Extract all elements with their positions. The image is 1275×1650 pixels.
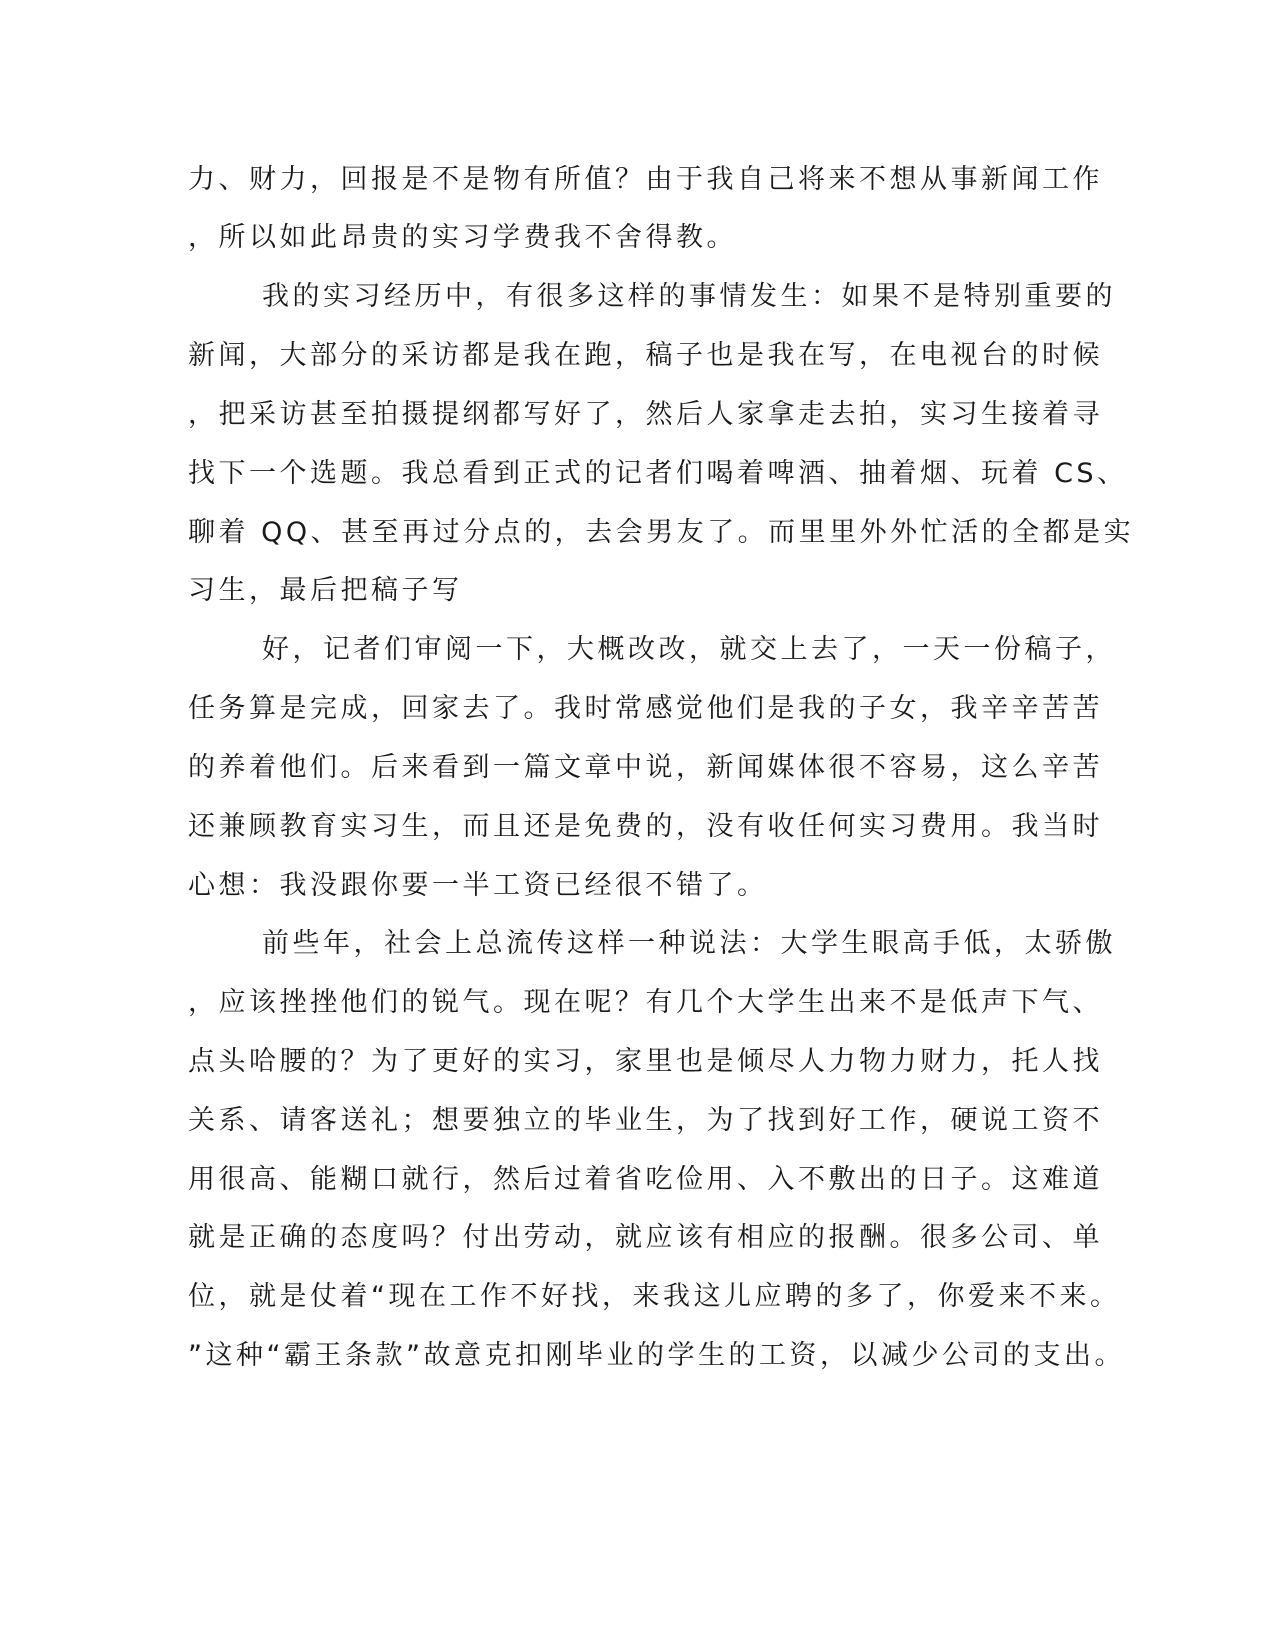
paragraph-start-line: 我的实习经历中，有很多这样的事情发生：如果不是特别重要的 bbox=[262, 281, 1116, 312]
paragraph-start-line: 前些年，社会上总流传这样一种说法：大学生眼高手低，太骄傲 bbox=[262, 928, 1116, 959]
text-line: 就是正确的态度吗？付出劳动，就应该有相应的报酬。很多公司、单 bbox=[188, 1222, 1103, 1253]
text-line: 找下一个选题。我总看到正式的记者们喝着啤酒、抽着烟、玩着 CS、 bbox=[188, 458, 1128, 489]
text-line: 用很高、能糊口就行，然后过着省吃俭用、入不敷出的日子。这难道 bbox=[188, 1164, 1103, 1195]
text-line: 还兼顾教育实习生，而且还是免费的，没有收任何实习费用。我当时 bbox=[188, 811, 1103, 842]
text-line: 的养着他们。后来看到一篇文章中说，新闻媒体很不容易，这么辛苦 bbox=[188, 752, 1103, 783]
text-line: 位，就是仗着“现在工作不好找，来我这儿应聘的多了，你爱来不来。 bbox=[188, 1281, 1121, 1312]
text-line: ，应该挫挫他们的锐气。现在呢？有几个大学生出来不是低声下气、 bbox=[188, 987, 1103, 1018]
paragraph-start-line: 好，记者们审阅一下，大概改改，就交上去了，一天一份稿子， bbox=[262, 634, 1116, 665]
text-line: 心想：我没跟你要一半工资已经很不错了。 bbox=[188, 870, 768, 901]
text-line: 聊着 QQ、甚至再过分点的，去会男友了。而里里外外忙活的全都是实 bbox=[188, 517, 1135, 548]
text-line: ”这种“霸王条款”故意克扣刚毕业的学生的工资，以减少公司的支出。 bbox=[188, 1340, 1125, 1371]
text-line: ，把采访甚至拍摄提纲都写好了，然后人家拿走去拍，实习生接着寻 bbox=[188, 399, 1103, 430]
text-line: 关系、请客送礼；想要独立的毕业生，为了找到好工作，硬说工资不 bbox=[188, 1105, 1103, 1136]
text-line: 力、财力，回报是不是物有所值？由于我自己将来不想从事新闻工作 bbox=[188, 164, 1103, 195]
text-line: 任务算是完成，回家去了。我时常感觉他们是我的子女，我辛辛苦苦 bbox=[188, 693, 1103, 724]
text-line: 习生，最后把稿子写 bbox=[188, 575, 463, 606]
text-line: 点头哈腰的？为了更好的实习，家里也是倾尽人力物力财力，托人找 bbox=[188, 1046, 1103, 1077]
text-line: ，所以如此昂贵的实习学费我不舍得教。 bbox=[188, 222, 737, 253]
text-line: 新闻，大部分的采访都是我在跑，稿子也是我在写，在电视台的时候 bbox=[188, 340, 1103, 371]
